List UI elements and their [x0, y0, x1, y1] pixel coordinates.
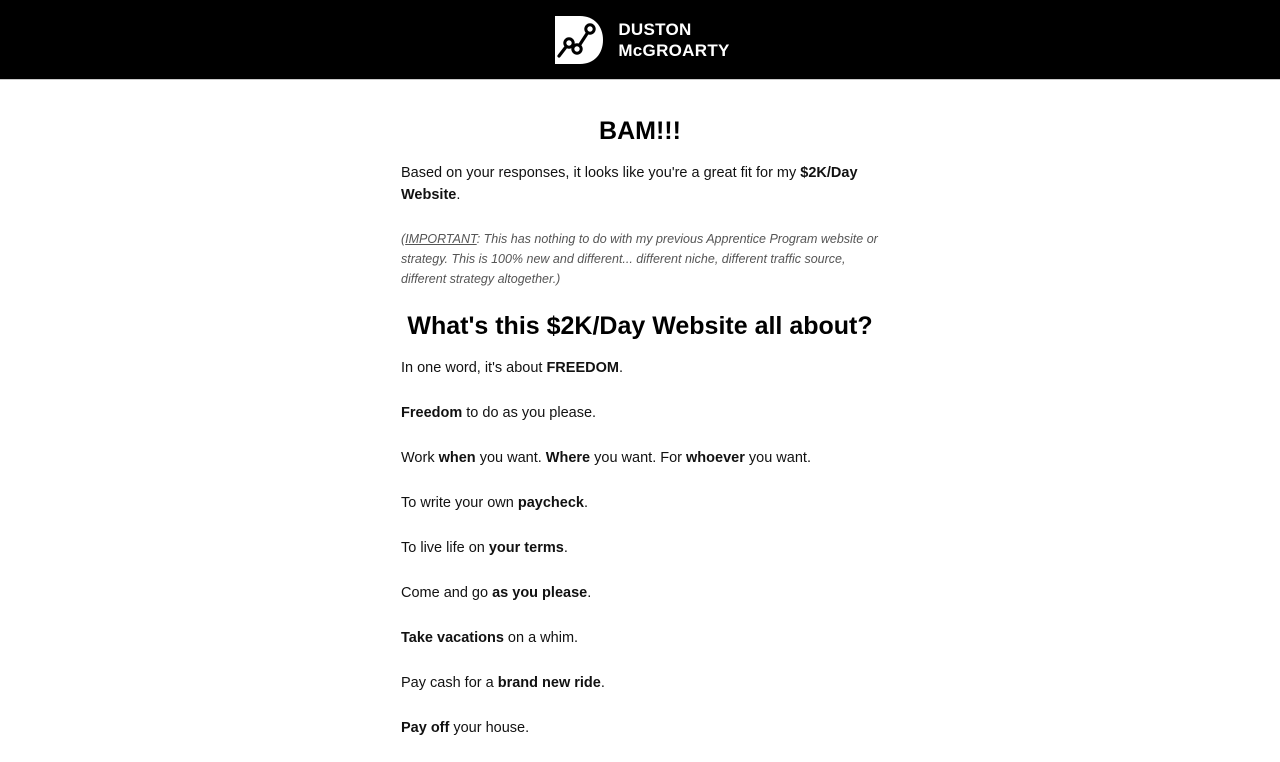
benefit-item	[401, 537, 879, 559]
benefit-bold: as you please	[492, 585, 588, 601]
benefit-item	[401, 402, 879, 424]
benefit-mid: on a whim.	[503, 630, 579, 646]
intro-suffix: .	[456, 187, 461, 203]
benefit-mid: to do as you please.	[462, 405, 597, 421]
benefit-item	[401, 492, 879, 514]
freedom-prefix: In one word, it's about	[401, 360, 547, 376]
page-title: BAM!!!	[599, 117, 681, 145]
benefit-bold-3: whoever	[686, 450, 745, 466]
benefit-mid: .	[600, 675, 605, 691]
benefit-bold-2: Where	[545, 450, 591, 466]
benefit-bold: when	[438, 450, 476, 466]
benefit-item	[401, 627, 879, 649]
freedom-statement	[401, 357, 879, 379]
benefit-pre: Pay cash for a	[401, 675, 498, 691]
benefit-pre: Come and go	[401, 585, 493, 601]
benefit-bold: brand new ride	[497, 675, 601, 691]
disclaimer-body: : This has nothing to do with my previous Apprentice Program website or strategy. This is 100% new and different... different niche, different traffic source, different strategy altogether.)	[401, 232, 878, 286]
intro-paragraph	[401, 162, 879, 206]
benefit-bold: Take vacations	[401, 630, 504, 646]
content-column	[401, 102, 879, 762]
benefit-mid: .	[563, 540, 568, 556]
duston-d-chart-logo-icon	[550, 12, 606, 68]
intro-prefix: Based on your responses, it looks like you're a great fit for my	[401, 165, 801, 181]
brand-name-line-1: DUSTON	[618, 19, 692, 39]
benefits-list	[401, 402, 879, 739]
freedom-bold: FREEDOM	[546, 360, 619, 376]
benefit-item	[401, 717, 879, 739]
benefit-mid: .	[583, 495, 588, 511]
disclaimer-paragraph	[401, 229, 879, 289]
benefit-item	[401, 672, 879, 694]
disclaimer-open-paren: (	[401, 232, 406, 246]
disclaimer-important-label: IMPORTANT	[405, 232, 477, 246]
benefit-pre: To live life on	[401, 540, 489, 556]
benefit-bold: your terms	[488, 540, 564, 556]
benefit-pre: Work	[401, 450, 439, 466]
benefit-pre: To write your own	[401, 495, 518, 511]
benefit-bold: Pay off	[401, 720, 450, 736]
benefit-bold: Freedom	[401, 405, 463, 421]
benefit-mid: .	[587, 585, 592, 601]
benefit-mid: your house.	[449, 720, 530, 736]
benefit-item	[401, 447, 879, 469]
benefit-mid: you want.	[475, 450, 546, 466]
benefit-bold: paycheck	[517, 495, 584, 511]
intro-bold: $2K/Day Website	[401, 165, 858, 203]
page-main	[0, 80, 1280, 762]
brand-name-line-2: McGROARTY	[618, 40, 730, 60]
brand-logo-link[interactable]	[550, 12, 729, 68]
brand-name	[618, 19, 729, 61]
site-header	[0, 0, 1280, 80]
benefit-item	[401, 582, 879, 604]
benefit-post-2: you want.	[744, 450, 811, 466]
freedom-suffix: .	[618, 360, 623, 376]
benefit-post: you want. For	[590, 450, 687, 466]
section-heading: What's this $2K/Day Website all about?	[407, 312, 873, 340]
